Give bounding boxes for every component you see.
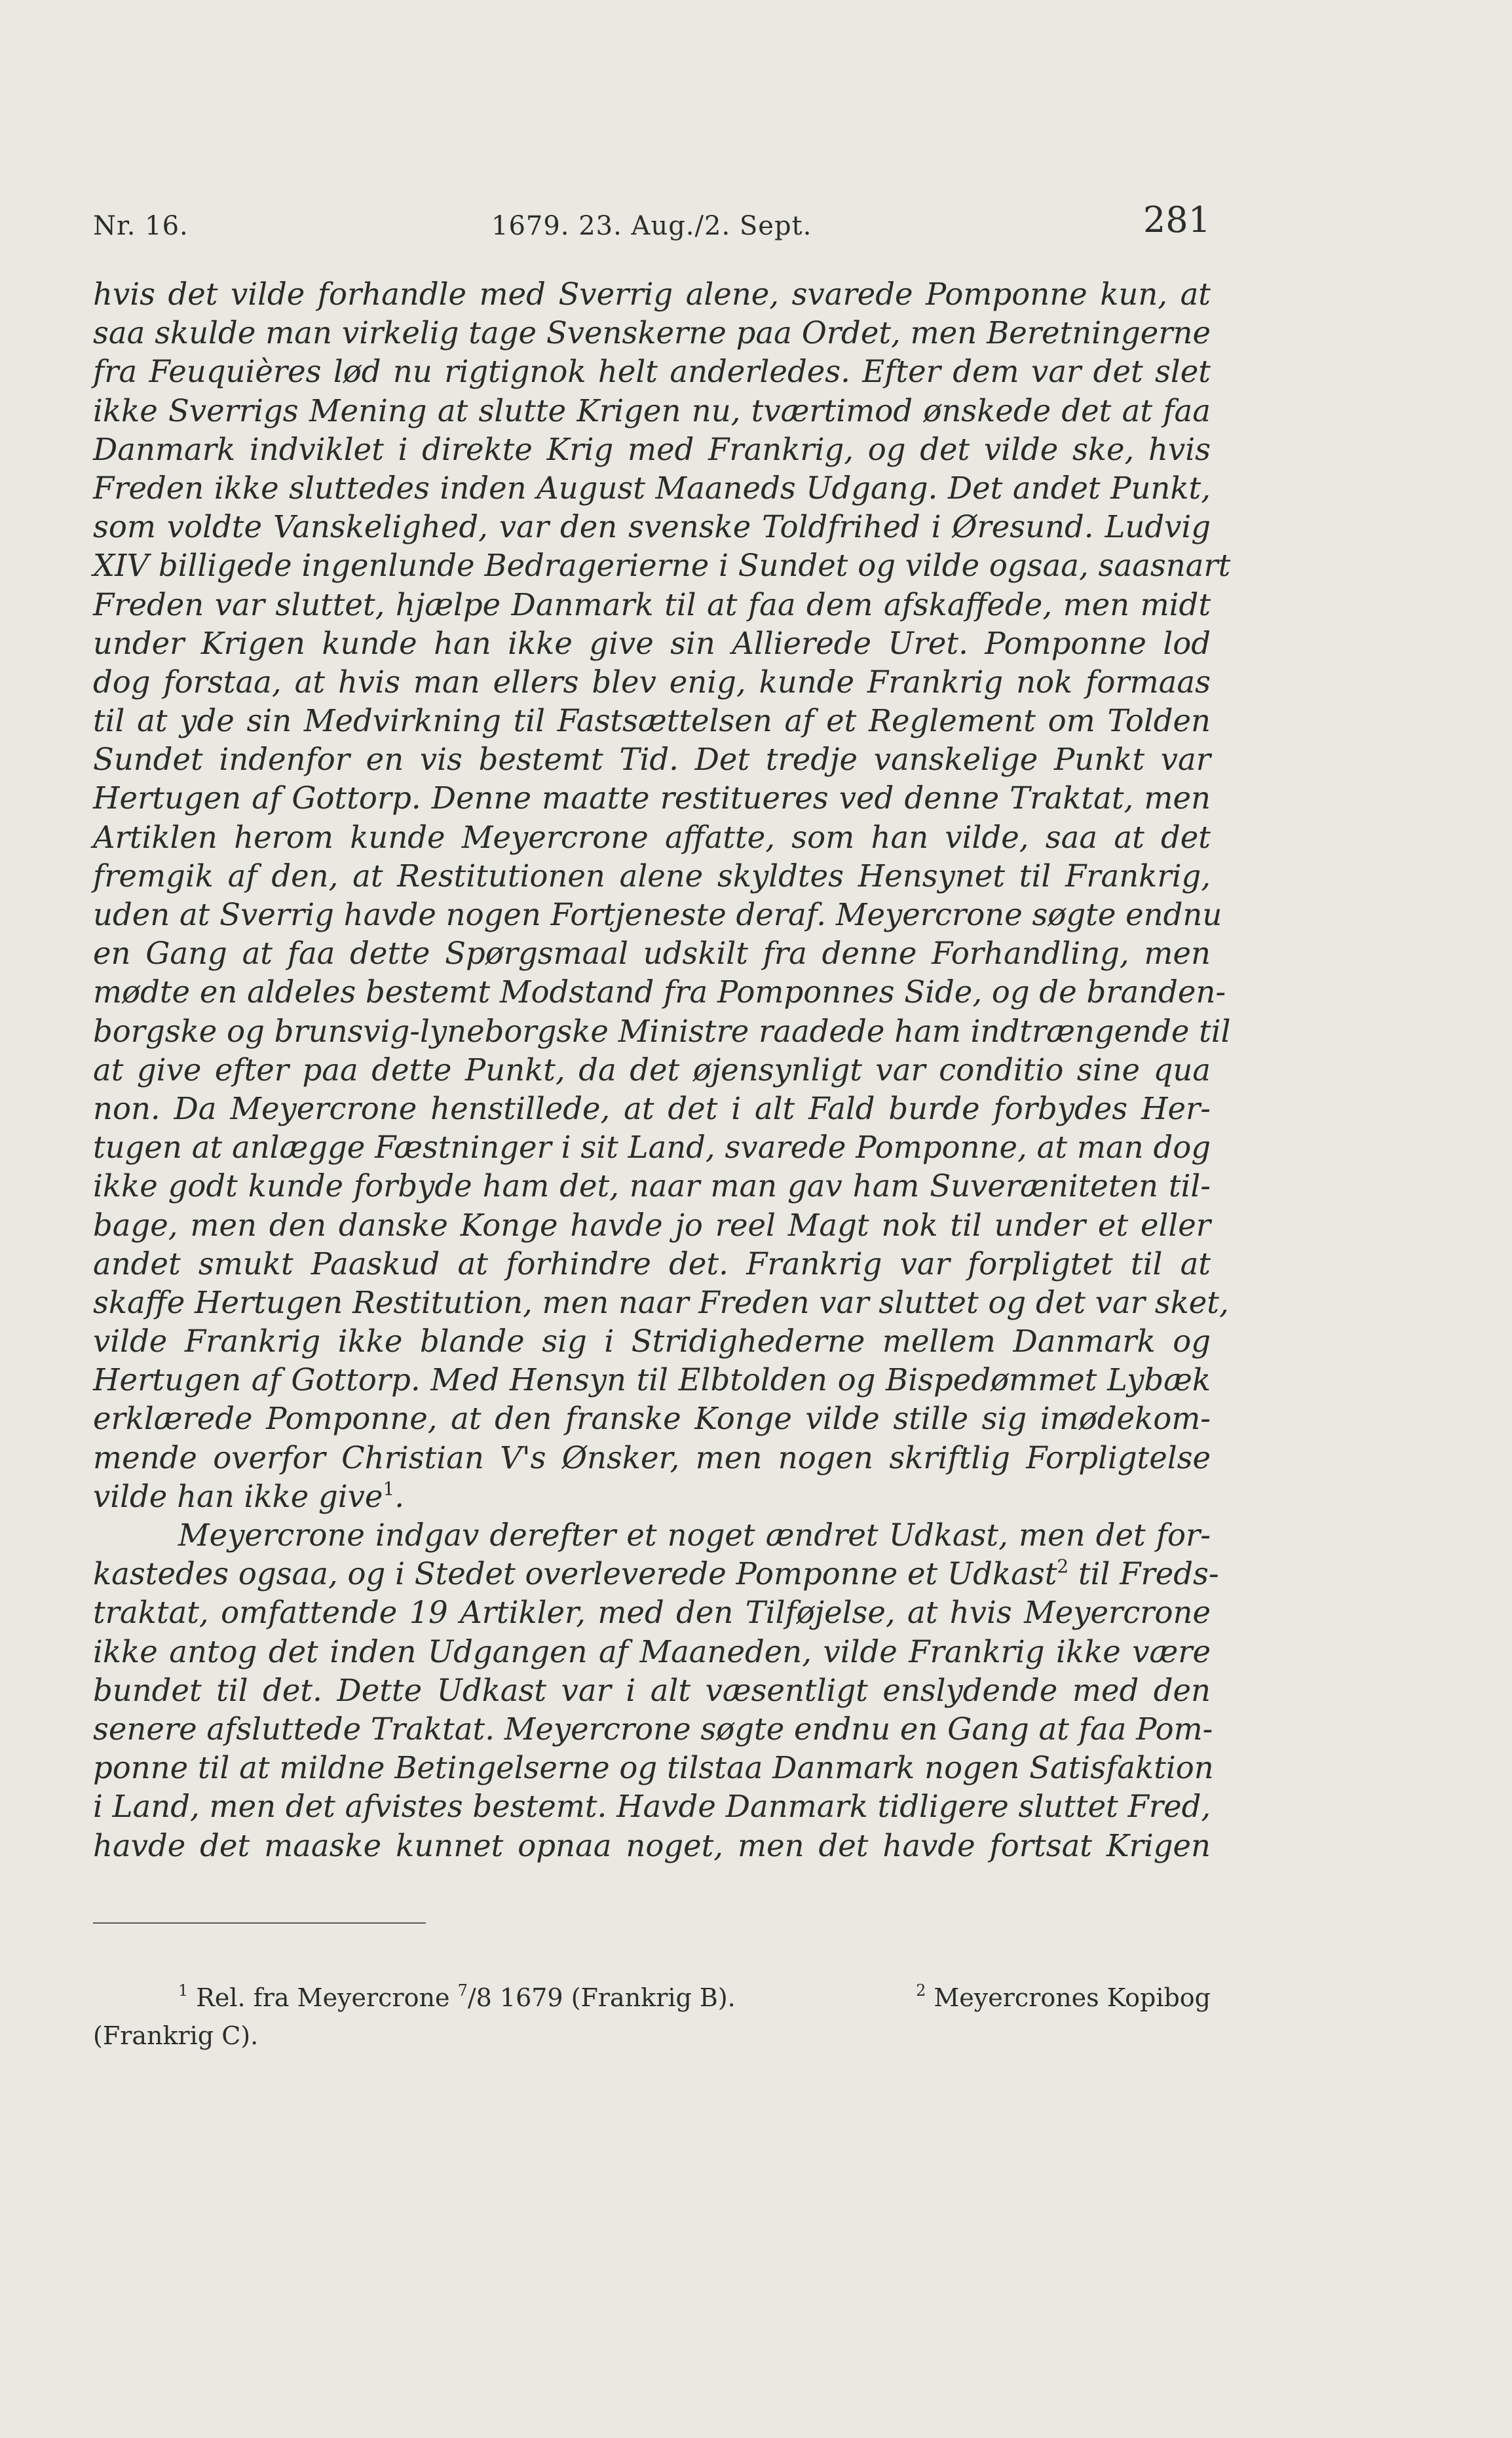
text-line: saa skulde man virkelig tage Svenskerne paa Ordet, men Beretningerne [93, 315, 1211, 351]
text-line: ponne til at mildne Betingelserne og tilstaa Danmark nogen Satisfaktion [93, 1750, 1214, 1786]
footnote-1-date: /8 1679 (Frankrig B). [467, 1983, 736, 2012]
text-line: andet smukt Paaskud at forhindre det. Frankrig var forpligtet til at [93, 1246, 1211, 1282]
text-line: i Land, men det afvistes bestemt. Havde Danmark tidligere sluttet Fred, [93, 1789, 1211, 1825]
text-line: ikke godt kunde forbyde ham det, naar man gav ham Suveræniteten til- [93, 1168, 1211, 1204]
text-line: bundet til det. Dette Udkast var i alt væsentligt enslydende med den [93, 1672, 1211, 1708]
text-line: uden at Sverrig havde nogen Fortjeneste deraf. Meyercrone søgte endnu [93, 897, 1222, 932]
text-line: en Gang at faa dette Spørgsmaal udskilt fra denne Forhandling, men [93, 936, 1211, 972]
line-text: kastedes ogsaa, og i Stedet overleverede Pomponne et Udkast [93, 1556, 1057, 1592]
text-line: Artiklen herom kunde Meyercrone affatte, som han vilde, saa at det [93, 819, 1211, 855]
text-line: Hertugen af Gottorp. Denne maatte restitueres ved denne Traktat, men [93, 780, 1211, 816]
running-header [93, 197, 1211, 249]
footnote-2 [916, 1979, 1211, 2017]
footnote-mark: 1 [178, 1981, 189, 2000]
journal-number: Nr. 16. [93, 211, 189, 241]
text-line: vilde han ikke give$^1$. [93, 1477, 405, 1514]
text-line: erklærede Pomponne, at den franske Konge vilde stille sig imødekom- [93, 1401, 1211, 1437]
text-line: som voldte Vanskelighed, var den svenske Toldfrihed i Øresund. Ludvig [93, 509, 1211, 545]
body-text [93, 275, 1231, 1865]
footnote-ref: 2 [1057, 1555, 1069, 1578]
text-line: Freden var sluttet, hjælpe Danmark til at faa dem afskaffede, men midt [93, 586, 1211, 622]
text-line: Sundet indenfor en vis bestemt Tid. Det tredje vanskelige Punkt var [93, 742, 1211, 778]
footnote-2-cont: (Frankrig C). [93, 2021, 259, 2050]
footnote-1 [178, 1979, 736, 2017]
page-number: 281 [1143, 199, 1211, 240]
date-heading: 1679. 23. Aug./2. Sept. [491, 211, 812, 241]
text-line: Danmark indviklet i direkte Krig med Frankrig, og det vilde ske, hvis [93, 431, 1211, 467]
text-line: fremgik af den, at Restitutionen alene skyldtes Hensynet til Frankrig, [93, 858, 1211, 894]
text-line: non. Da Meyercrone henstillede, at det i alt Fald burde forbydes Her- [93, 1090, 1211, 1126]
footnote-1-text: Rel. fra Meyercrone [196, 1983, 450, 2012]
text-line: tugen at anlægge Fæstninger i sit Land, svarede Pomponne, at man dog [93, 1130, 1211, 1166]
text-line: havde det maaske kunnet opnaa noget, men det havde fortsat Krigen [93, 1827, 1211, 1863]
text-line: fra Feuquières lød nu rigtignok helt anderledes. Efter dem var det slet [93, 354, 1211, 390]
text-line: skaffe Hertugen Restitution, men naar Freden var sluttet og det var sket, [93, 1284, 1229, 1320]
text-line: ikke antog det inden Udgangen af Maaneden, vilde Frankrig ikke være [93, 1633, 1211, 1669]
text-line: hvis det vilde forhandle med Sverrig alene, svarede Pomponne kun, at [93, 276, 1211, 312]
text-line: mødte en aldeles bestemt Modstand fra Pomponnes Side, og de branden- [93, 974, 1226, 1010]
footnote-1-date-sup: 7 [457, 1981, 468, 2000]
text-line: senere afsluttede Traktat. Meyercrone søgte endnu en Gang at faa Pom- [93, 1711, 1213, 1747]
footnote-row [93, 1979, 1211, 2017]
line-text: til Freds- [1078, 1556, 1219, 1592]
text-line: bage, men den danske Konge havde jo reel Magt nok til under et eller [93, 1207, 1211, 1243]
text-line: under Krigen kunde han ikke give sin Allierede Uret. Pomponne lod [93, 625, 1211, 661]
footnote-2-text: Meyercrones Kopibog [934, 1983, 1211, 2012]
footnote-mark: 2 [916, 1981, 926, 2000]
footnote-divider [93, 1922, 426, 1924]
footnotes [93, 1979, 1211, 2055]
line-text: vilde han ikke give [93, 1478, 383, 1514]
text-line: Meyercrone indgav derefter et noget ændret Udkast, men det for- [178, 1517, 1211, 1553]
text-line: til at yde sin Medvirkning til Fastsættelsen af et Reglement om Tolden [93, 703, 1211, 739]
text-line: Hertugen af Gottorp. Med Hensyn til Elbtolden og Bispedømmet Lybæk [93, 1362, 1211, 1398]
footnote-row [93, 2017, 1211, 2055]
text-line: at give efter paa dette Punkt, da det øjensynligt var conditio sine qua [93, 1052, 1211, 1088]
footnote-ref: 1 [383, 1477, 395, 1500]
text-line: ikke Sverrigs Mening at slutte Krigen nu, tværtimod ønskede det at faa [93, 392, 1211, 429]
text-line: vilde Frankrig ikke blande sig i Stridighederne mellem Danmark og [93, 1324, 1211, 1360]
text-line: mende overfor Christian V's Ønsker, men nogen skriftlig Forpligtelse [93, 1439, 1211, 1476]
text-line: XIV billigede ingenlunde Bedragerierne i Sundet og vilde ogsaa, saasnart [93, 548, 1231, 584]
text-line: borgske og brunsvig-lyneborgske Ministre raadede ham indtrængende til [93, 1013, 1231, 1049]
text-line: traktat, omfattende 19 Artikler, med den Tilføjelse, at hvis Meyercrone [93, 1595, 1211, 1631]
text-line: Freden ikke sluttedes inden August Maaneds Udgang. Det andet Punkt, [93, 470, 1211, 506]
text-line [93, 1555, 1219, 1593]
text-line: dog forstaa, at hvis man ellers blev enig, kunde Frankrig nok formaas [93, 664, 1211, 700]
